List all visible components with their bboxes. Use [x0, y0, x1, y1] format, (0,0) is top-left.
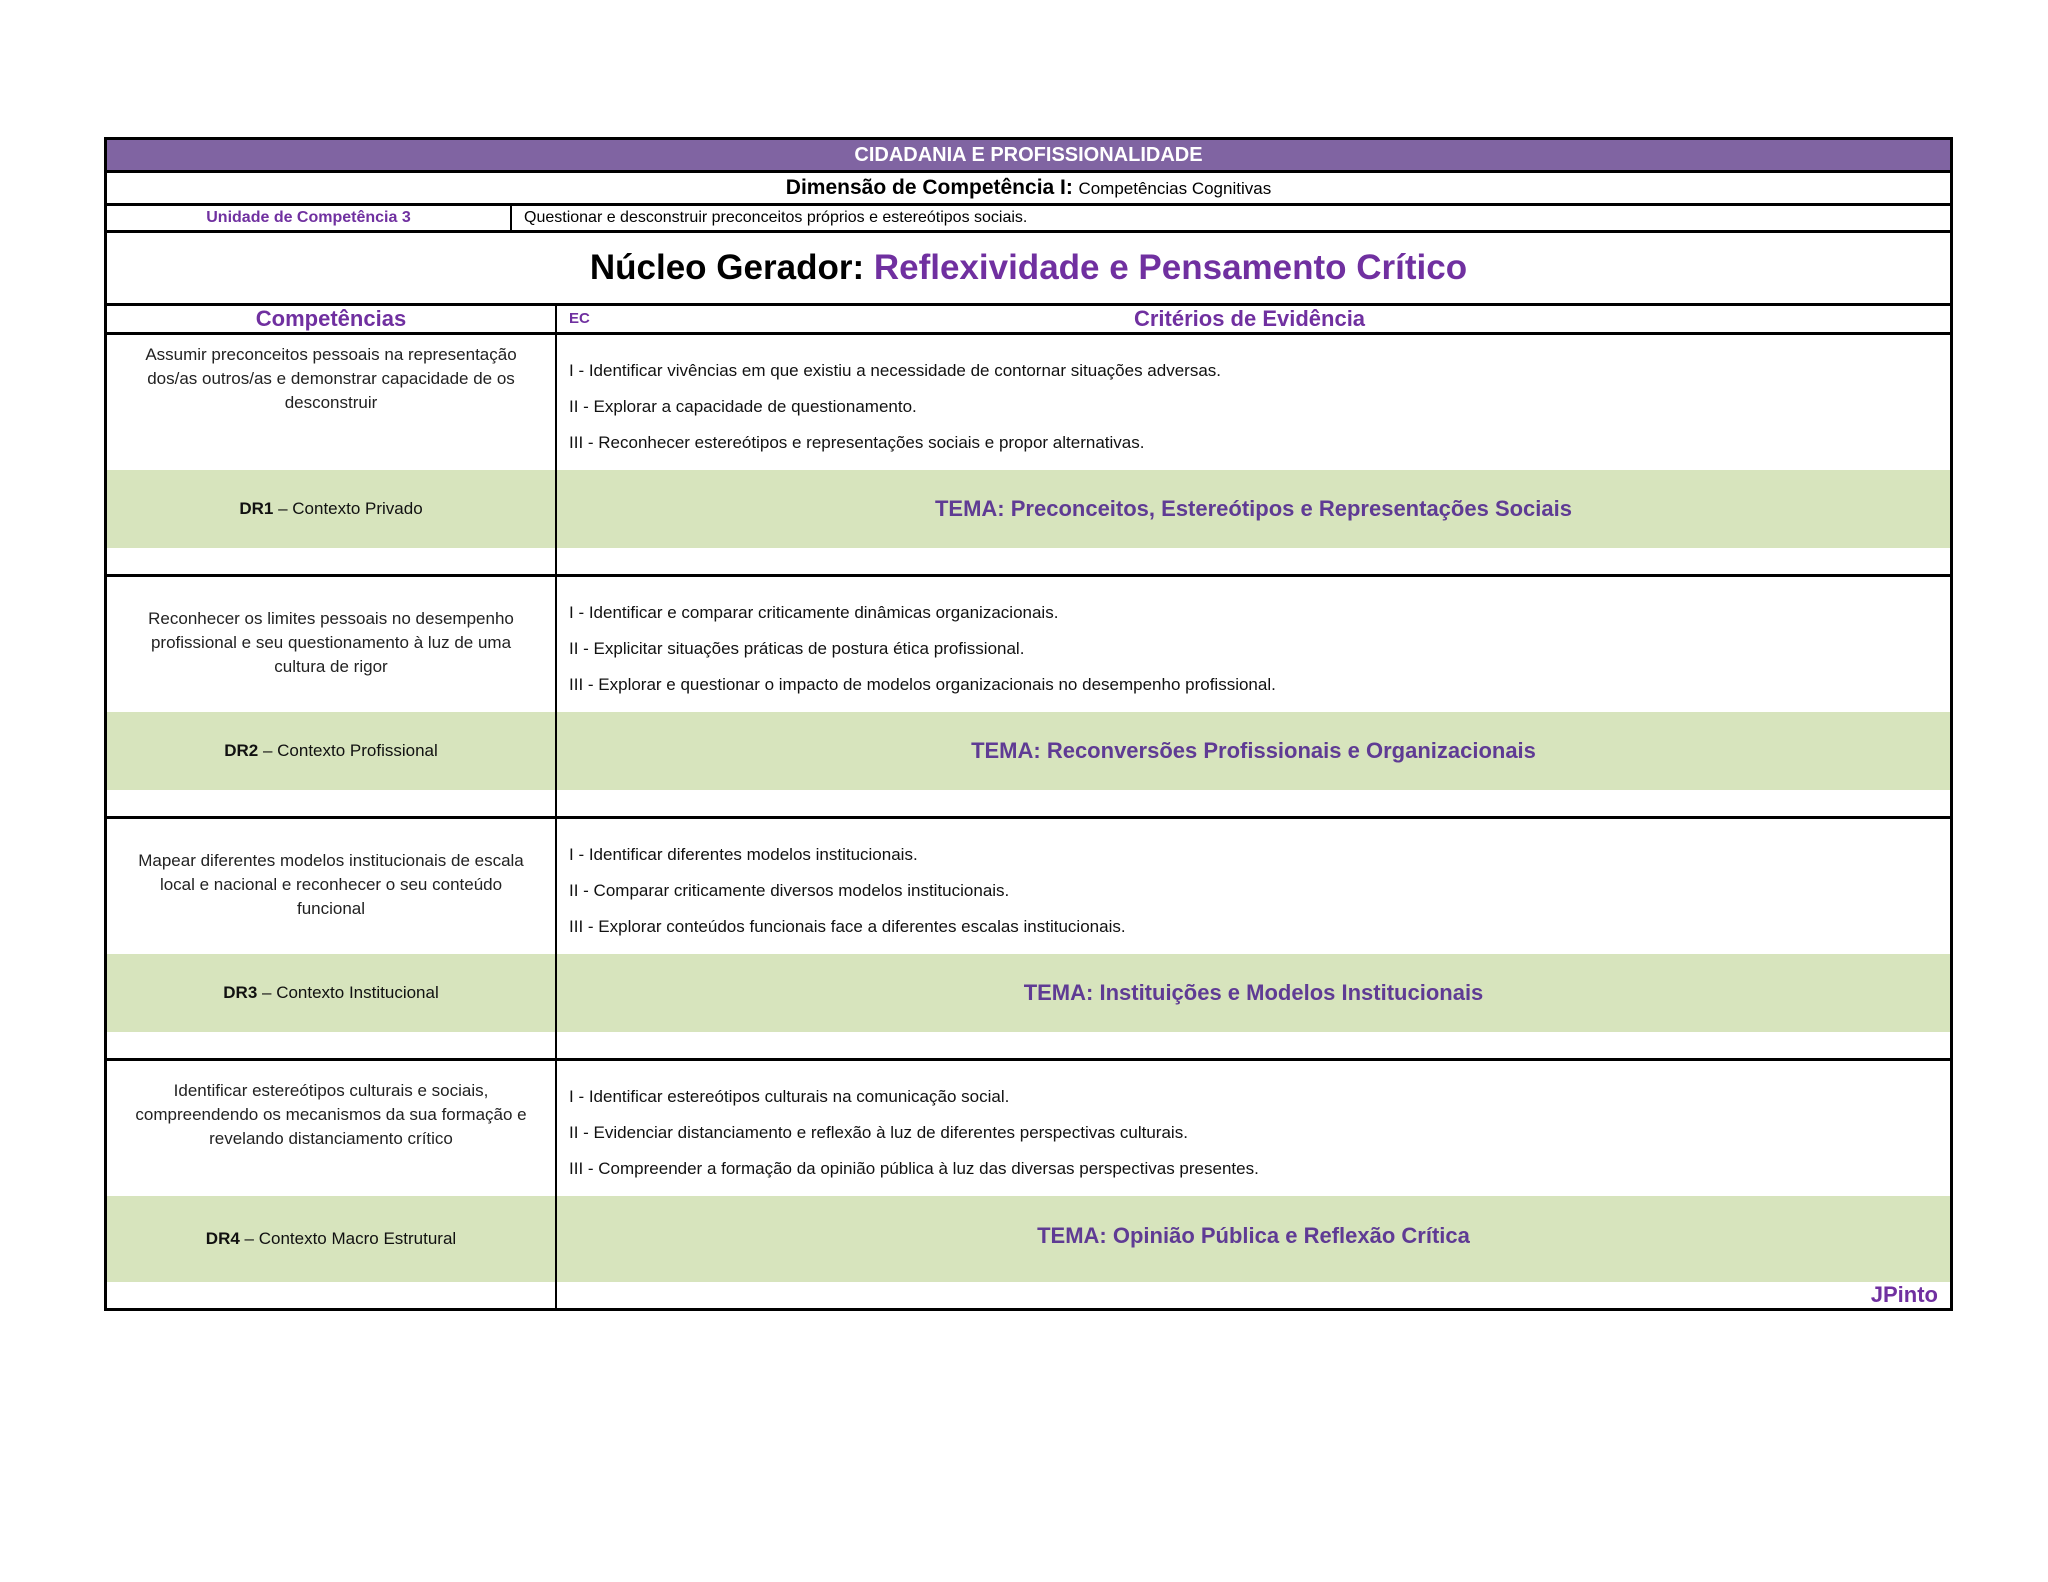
criteria-list [557, 1061, 1950, 1196]
nucleo-gerador-heading [107, 233, 1950, 306]
unit-row [107, 206, 1950, 233]
criteria-list [557, 335, 1950, 470]
dr-code: DR2 [224, 741, 259, 760]
dr-context: – Contexto Privado [278, 499, 423, 518]
criterion-item: III - Reconhecer estereótipos e representações sociais e propor alternativas. [569, 433, 1145, 452]
dr-band [107, 954, 1950, 1032]
column-header-row [107, 306, 1950, 335]
dr-band [107, 470, 1950, 548]
document-title: CIDADANIA E PROFISSIONALIDADE [107, 140, 1950, 173]
criterion-item: I - Identificar e comparar criticamente dinâmicas organizacionais. [569, 603, 1059, 622]
dimension-value: Competências Cognitivas [1078, 179, 1272, 198]
dr-band [107, 712, 1950, 790]
author-signature: JPinto [1870, 1282, 1938, 1307]
dr-context: – Contexto Institucional [262, 983, 439, 1002]
dr-code: DR3 [223, 983, 258, 1002]
dr-context: – Contexto Macro Estrutural [244, 1229, 457, 1248]
criterion-item: I - Identificar diferentes modelos institucionais. [569, 845, 918, 864]
competence-block-3 [107, 819, 1950, 1061]
criterion-item: II - Evidenciar distanciamento e reflexão à luz de diferentes perspectivas culturais. [569, 1123, 1188, 1142]
tema-title: TEMA: Preconceitos, Estereótipos e Representações Sociais [934, 496, 1572, 521]
column-header-ec: EC [569, 310, 590, 327]
competence-text: Identificar estereótipos culturais e sociais, compreendendo os mecanismos da sua formação e revelando distanciamento crítico [107, 1061, 557, 1196]
dimension-label: Dimensão de Competência I: [785, 176, 1073, 199]
dr-code: DR4 [205, 1229, 240, 1248]
spacer-row [107, 1032, 1950, 1058]
criterion-item: II - Comparar criticamente diversos modelos institucionais. [569, 881, 1010, 900]
column-header-competencias: Competências [107, 306, 557, 332]
unit-label: Unidade de Competência 3 [107, 206, 512, 230]
dr-code: DR1 [239, 499, 274, 518]
criteria-list [557, 819, 1950, 954]
competence-table [104, 137, 1953, 1311]
criterion-item: II - Explicitar situações práticas de postura ética profissional. [569, 639, 1025, 658]
dr-label [107, 1196, 557, 1282]
competence-text: Mapear diferentes modelos institucionais de escala local e nacional e reconhecer o seu conteúdo funcional [107, 819, 557, 954]
dr-label [107, 712, 557, 790]
nucleo-value: Reflexividade e Pensamento Crítico [873, 248, 1468, 287]
spacer-row [107, 548, 1950, 574]
dr-context: – Contexto Profissional [262, 741, 438, 760]
competence-text: Assumir preconceitos pessoais na representação dos/as outros/as e demonstrar capacidade de os desconstruir [107, 335, 557, 470]
column-header-criterios: Critérios de Evidência [1133, 306, 1366, 331]
tema-title: TEMA: Reconversões Profissionais e Organizacionais [971, 738, 1536, 763]
nucleo-label: Núcleo Gerador: [589, 248, 865, 287]
competence-text: Reconhecer os limites pessoais no desempenho profissional e seu questionamento à luz de uma cultura de rigor [107, 577, 557, 712]
dr-label [107, 470, 557, 548]
criteria-list [557, 577, 1950, 712]
document-sheet [104, 137, 1953, 1311]
criterion-item: I - Identificar vivências em que existiu a necessidade de contornar situações adversas. [569, 361, 1222, 380]
footer-row [107, 1282, 1950, 1308]
competence-block-2 [107, 577, 1950, 819]
competence-block-4 [107, 1061, 1950, 1308]
competence-block-1 [107, 335, 1950, 577]
criterion-item: II - Explorar a capacidade de questionamento. [569, 397, 917, 416]
dr-band [107, 1196, 1950, 1282]
tema-title: TEMA: Opinião Pública e Reflexão Crítica [1037, 1223, 1470, 1248]
criterion-item: III - Compreender a formação da opinião pública à luz das diversas perspectivas presentes. [569, 1159, 1259, 1178]
criterion-item: III - Explorar conteúdos funcionais face a diferentes escalas institucionais. [569, 917, 1126, 936]
tema-title: TEMA: Instituições e Modelos Institucionais [1023, 980, 1484, 1005]
criterion-item: I - Identificar estereótipos culturais na comunicação social. [569, 1087, 1010, 1106]
dimension-row [107, 173, 1950, 206]
unit-value: Questionar e desconstruir preconceitos próprios e estereótipos sociais. [524, 209, 1028, 226]
spacer-row [107, 790, 1950, 816]
dr-label [107, 954, 557, 1032]
criterion-item: III - Explorar e questionar o impacto de modelos organizacionais no desempenho profissional. [569, 675, 1276, 694]
